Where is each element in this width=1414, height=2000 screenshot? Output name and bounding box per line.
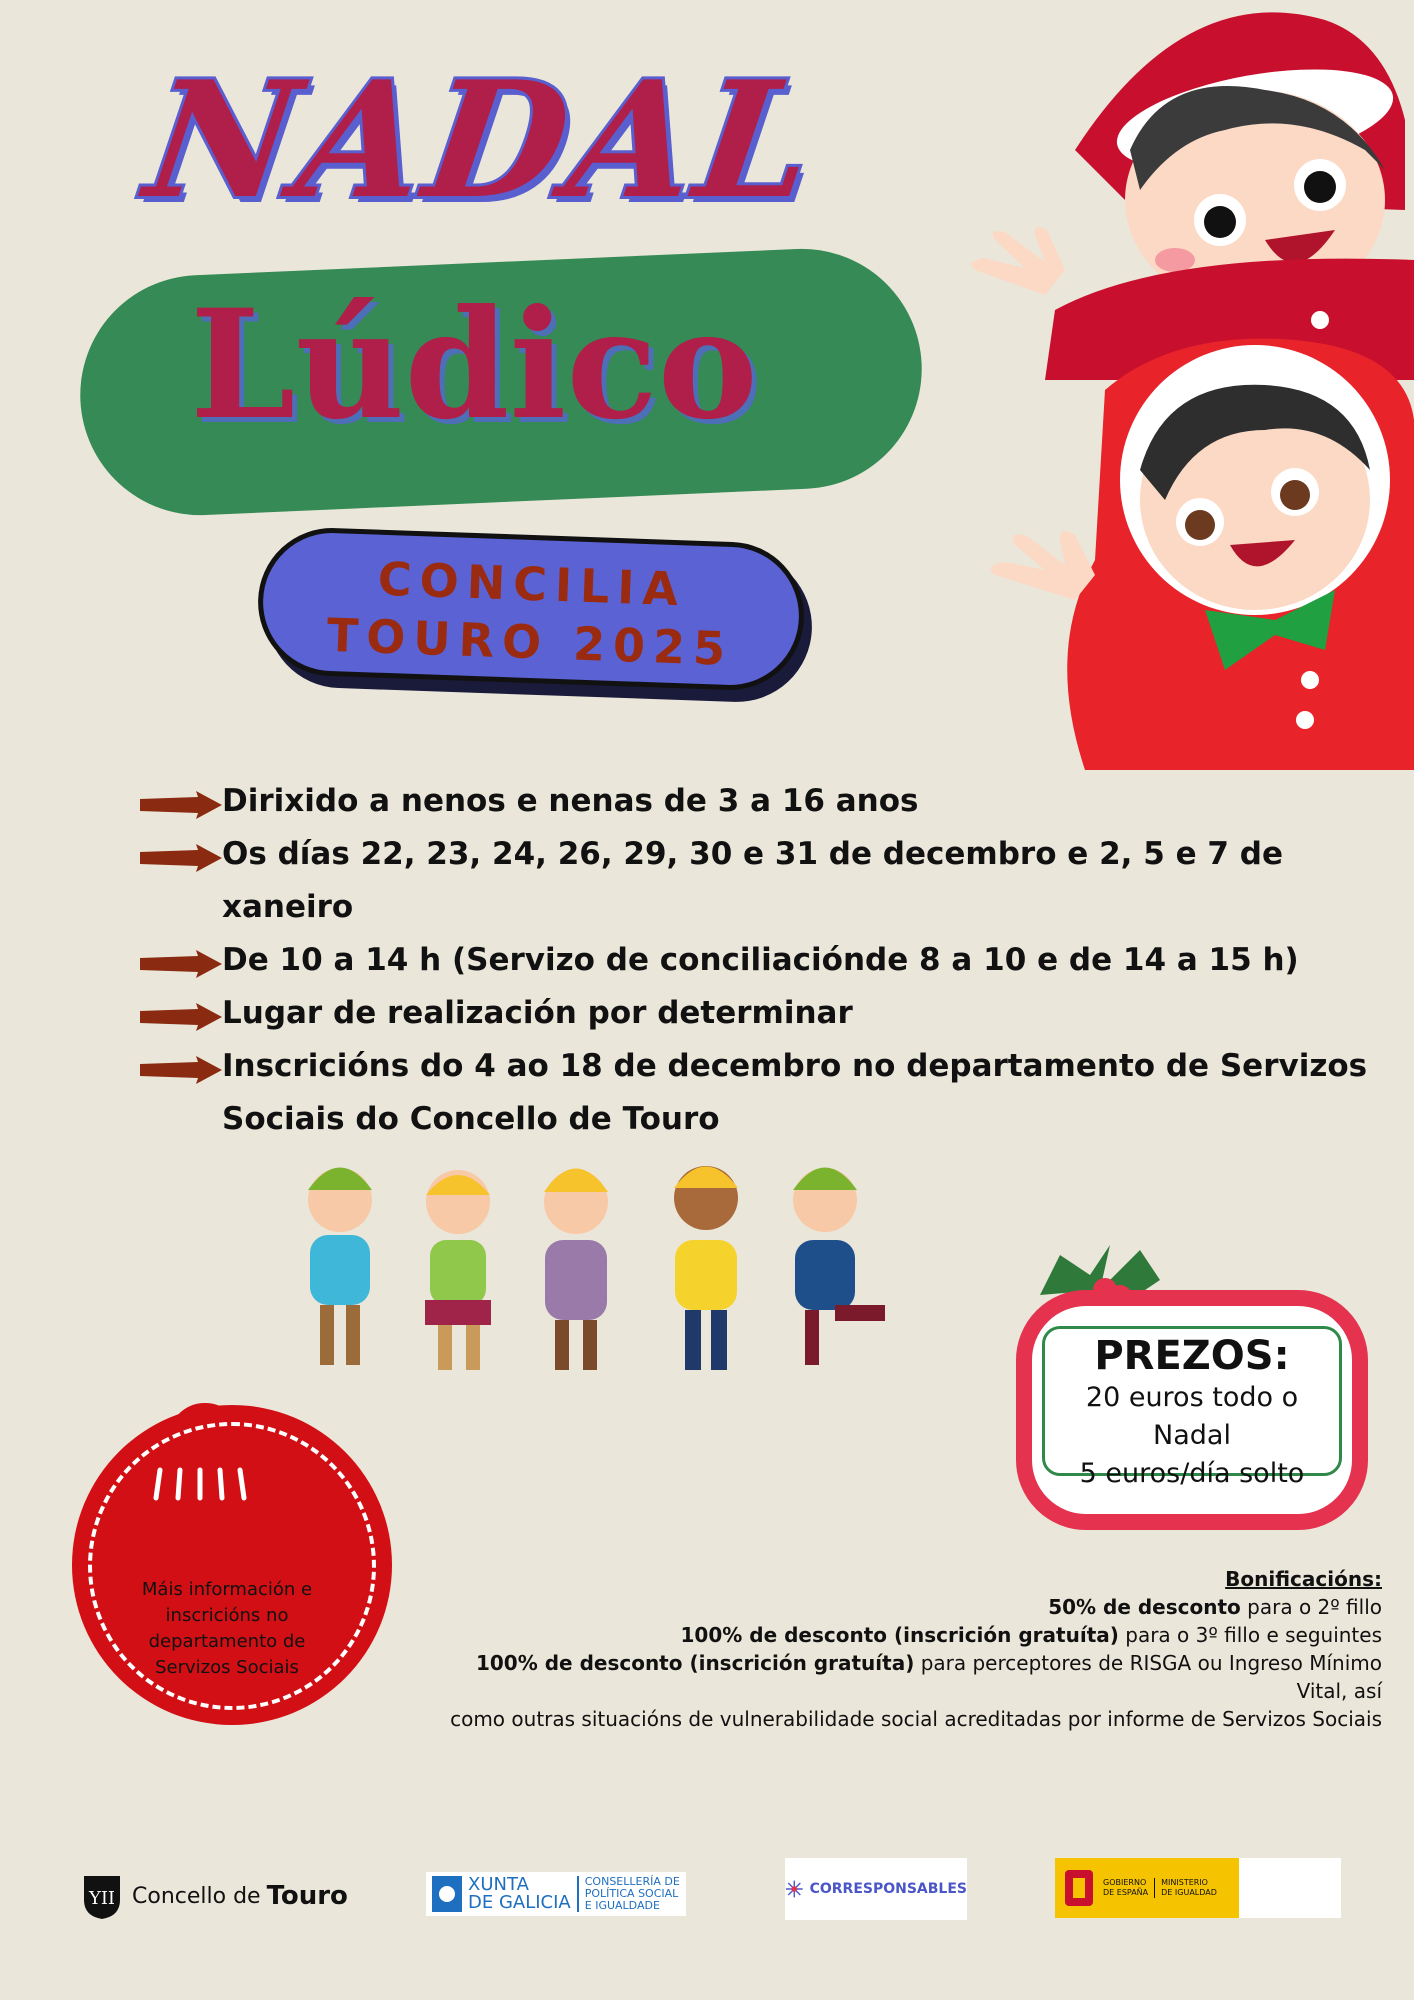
santa-kids-illustration (965, 0, 1414, 770)
bonuses-title: Bonificacións: (1225, 1567, 1382, 1591)
concello-prefix: Concello de (132, 1883, 261, 1909)
xunta-shield-icon (432, 1876, 462, 1912)
bonus-item (430, 1649, 1382, 1705)
xunta-galicia-logo (426, 1872, 686, 1916)
detail-text: Dirixido a nenos e nenas de 3 a 16 anos (222, 783, 919, 819)
bonus-item (430, 1593, 1382, 1621)
corresponsables-logo (785, 1858, 967, 1920)
title-ludico: Lúdico (190, 277, 758, 453)
prices-heading: PREZOS: (1094, 1333, 1290, 1379)
prices-box (1042, 1326, 1342, 1489)
title-nadal: NADAL (136, 46, 829, 234)
corresponsables-star-icon (785, 1869, 804, 1909)
arrow-right-icon (140, 791, 222, 819)
ministerio-line-1: MINISTERIO (1161, 1878, 1208, 1887)
detail-item (140, 828, 1370, 934)
detail-item (140, 934, 1370, 987)
arrow-right-icon (140, 1056, 222, 1084)
bonus-continuation: como outras situacións de vulnerabilidade social acreditadas por informe de Servizos Sociais (450, 1707, 1382, 1731)
bonus-item-rest: para perceptores de RISGA ou Ingreso Mínimo Vital, así (914, 1651, 1382, 1703)
bonus-item (430, 1621, 1382, 1649)
details-list (140, 775, 1370, 1146)
concilia-badge-text (256, 546, 806, 681)
detail-text: De 10 a 14 h (Servizo de conciliaciónde 8 a 10 e de 14 a 15 h) (222, 942, 1299, 978)
price-line-day: 5 euros/día solto (1079, 1458, 1305, 1489)
badge-line-1: CONCILIA (377, 551, 687, 617)
bonus-item-bold: 100% de desconto (inscrición gratuíta) (475, 1651, 915, 1675)
detail-text: Lugar de realización por determinar (222, 995, 853, 1031)
gobierno-line-1: GOBIERNO (1103, 1878, 1147, 1887)
bonus-item-bold: 100% de desconto (inscrición gratuíta) (680, 1623, 1119, 1647)
concello-name: Touro (266, 1881, 348, 1911)
xunta-line-2: DE GALICIA (468, 1892, 571, 1913)
bonuses-section (430, 1565, 1382, 1733)
spain-coat-of-arms-icon (1061, 1866, 1097, 1910)
ministerio-line-2: DE IGUALDAD (1161, 1888, 1217, 1897)
detail-text: Os días 22, 23, 24, 26, 29, 30 e 31 de decembro e 2, 5 e 7 de xaneiro (222, 836, 1284, 925)
bonus-item-bold: 50% de desconto (1048, 1595, 1241, 1619)
consellaria-line-3: E IGUALDADE (584, 1899, 660, 1912)
concello-touro-logo (82, 1872, 348, 1920)
detail-item (140, 987, 1370, 1040)
detail-item (140, 775, 1370, 828)
svg-text:YII: YII (88, 1888, 116, 1909)
bonus-item-rest: para o 2º fillo (1240, 1595, 1382, 1619)
more-info-text: Máis información e inscricións no departamento de Servizos Sociais (141, 1579, 313, 1678)
children-holding-hands-illustration (280, 1140, 940, 1400)
corresponsables-label: CORRESPONSABLES (809, 1881, 967, 1897)
consellaria-line-1: CONSELLERÍA DE (584, 1875, 680, 1888)
detail-item (140, 1040, 1370, 1146)
consellaria-line-2: POLÍTICA SOCIAL (584, 1887, 679, 1900)
price-line-full: 20 euros todo o Nadal (1085, 1382, 1299, 1451)
coat-of-arms-icon (82, 1872, 122, 1920)
bonus-item-rest: para o 3º fillo e seguintes (1118, 1623, 1382, 1647)
gobierno-espana-logo (1055, 1858, 1341, 1918)
xunta-line-1: XUNTA (468, 1874, 529, 1895)
badge-line-2: TOURO 2025 (325, 607, 735, 677)
gobierno-line-2: DE ESPAÑA (1103, 1888, 1149, 1897)
arrow-right-icon (140, 844, 222, 872)
arrow-right-icon (140, 1003, 222, 1031)
arrow-right-icon (140, 950, 222, 978)
detail-text: Inscricións do 4 ao 18 de decembro no departamento de Servizos Sociais do Concello de Touro (222, 1048, 1368, 1137)
